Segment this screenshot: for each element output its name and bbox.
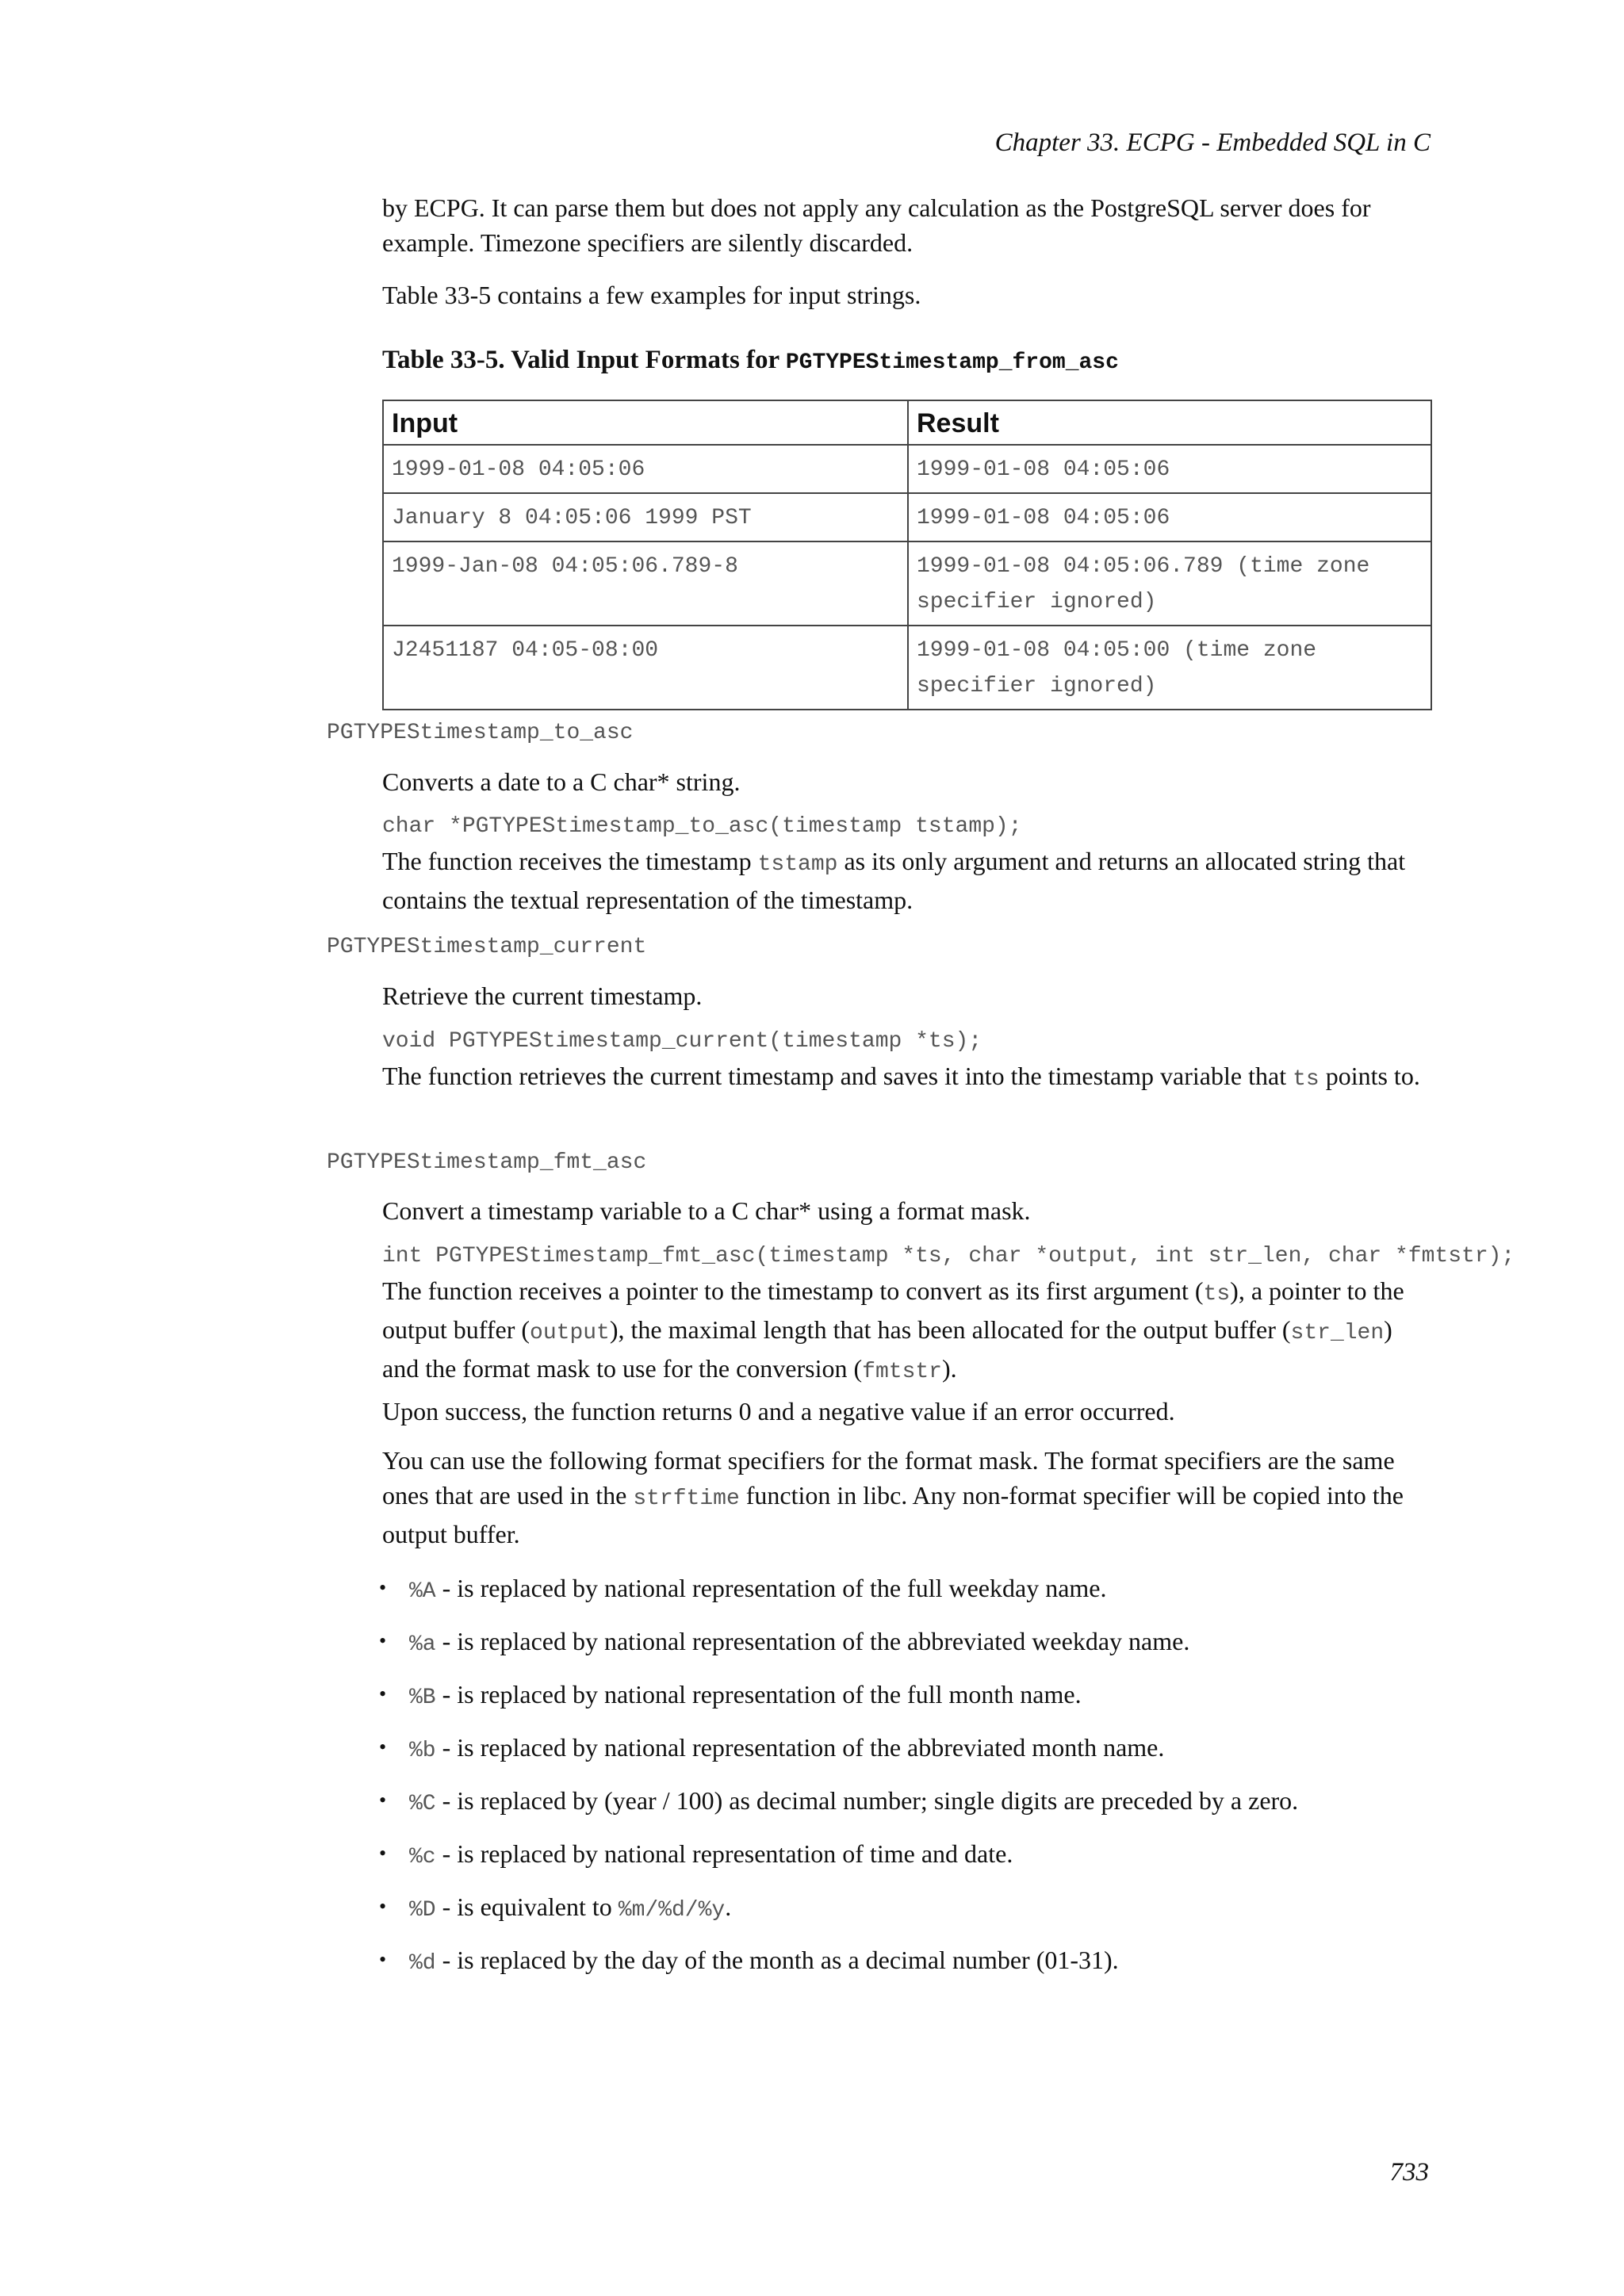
- specifier-equivalent-code: %m/%d/%y: [618, 1898, 726, 1923]
- running-header: Chapter 33. ECPG - Embedded SQL in C: [994, 128, 1431, 157]
- to-asc-description-code: tstamp: [757, 852, 838, 877]
- table-cell-input: 1999-Jan-08 04:05:06.789-8: [383, 541, 908, 626]
- specifier-code: %A: [409, 1579, 436, 1604]
- table-cell-result: 1999-01-08 04:05:06: [908, 493, 1431, 541]
- arg-fmtstr-code: fmtstr: [862, 1360, 942, 1384]
- specifier-description: - is replaced by (year / 100) as decimal number; single digits are preceded by a zero.: [435, 1786, 1299, 1815]
- to-asc-description: [382, 844, 1431, 917]
- list-item: [379, 1617, 1298, 1670]
- to-asc-summary: Converts a date to a C char* string.: [382, 767, 741, 796]
- format-specifiers-intro-text-b: function in libc. Any non-format specifier will be copied into the output buffer.: [382, 1481, 1404, 1548]
- bullet-icon: •: [379, 1895, 387, 1918]
- table-cell-input: January 8 04:05:06 1999 PST: [383, 493, 908, 541]
- list-item: [379, 1723, 1298, 1776]
- specifier-code: %a: [409, 1632, 436, 1657]
- table-cell-input: J2451187 04:05-08:00: [383, 626, 908, 710]
- fmt-asc-description: [382, 1273, 1431, 1390]
- bullet-icon: •: [379, 1576, 387, 1599]
- current-description-text-b: points to.: [1319, 1062, 1420, 1090]
- specifier-description-tail: .: [725, 1892, 732, 1921]
- table-cell-input: 1999-01-08 04:05:06: [383, 445, 908, 493]
- list-item: [379, 1882, 1298, 1935]
- column-header-input: Input: [383, 400, 908, 445]
- table-cell-result: 1999-01-08 04:05:00 (time zone specifier ignored): [908, 626, 1431, 710]
- table-reference-paragraph: Table 33-5 contains a few examples for input strings.: [382, 281, 921, 309]
- arg-output-code: output: [530, 1321, 610, 1345]
- bullet-icon: •: [379, 1682, 387, 1705]
- current-summary: Retrieve the current timestamp.: [382, 982, 703, 1010]
- specifier-code: %c: [409, 1845, 436, 1869]
- to-asc-description-text-a: The function receives the timestamp: [382, 847, 758, 875]
- bullet-icon: •: [379, 1842, 387, 1865]
- intro-paragraph: by ECPG. It can parse them but does not apply any calculation as the PostgreSQL server does for example. Timezone specifiers are silently discarded.: [382, 193, 1371, 257]
- column-header-result: Result: [908, 400, 1431, 445]
- current-description: [382, 1058, 1431, 1097]
- table-cell-result: 1999-01-08 04:05:06: [908, 445, 1431, 493]
- bullet-icon: •: [379, 1789, 387, 1812]
- fmt-asc-description-text: ), the maximal length that has been allocated for the output buffer (: [609, 1315, 1291, 1344]
- function-term-fmt-asc: PGTYPEStimestamp_fmt_asc: [327, 1150, 647, 1175]
- table-header-row: [383, 400, 1431, 445]
- current-description-text-a: The function retrieves the current timestamp and saves it into the timestamp variable that: [382, 1062, 1293, 1090]
- arg-str-len-code: str_len: [1290, 1321, 1385, 1345]
- table-row: [383, 541, 1431, 626]
- list-item: [379, 1935, 1298, 1988]
- specifier-description: - is replaced by national representation of time and date.: [435, 1839, 1013, 1868]
- table-row: [383, 445, 1431, 493]
- specifier-description: - is replaced by national representation of the full weekday name.: [435, 1574, 1107, 1602]
- input-formats-table: [382, 400, 1432, 710]
- table-row: [383, 493, 1431, 541]
- strftime-code: strftime: [633, 1487, 740, 1511]
- arg-ts-code: ts: [1203, 1282, 1231, 1307]
- page-number: 733: [1389, 2158, 1429, 2187]
- specifier-description: - is replaced by the day of the month as a decimal number (01-31).: [435, 1946, 1119, 1974]
- specifier-description: - is replaced by national representation of the abbreviated month name.: [435, 1733, 1165, 1762]
- fmt-asc-description-text: ) and the format mask to use for the conversion (: [382, 1315, 1392, 1383]
- format-specifier-list: [379, 1563, 1298, 1988]
- specifier-description: - is equivalent to: [435, 1892, 619, 1921]
- fmt-asc-prototype: int PGTYPEStimestamp_fmt_asc(timestamp *ts, char *output, int str_len, char *fmtstr);: [382, 1244, 1515, 1269]
- table-cell-result: 1999-01-08 04:05:06.789 (time zone specifier ignored): [908, 541, 1431, 626]
- current-description-code: ts: [1293, 1067, 1320, 1092]
- fmt-asc-description-text: The function receives a pointer to the timestamp to convert as its first argument (: [382, 1276, 1204, 1305]
- to-asc-description-text-b: as its only argument and returns an allocated string that contains the textual representation of the timestamp.: [382, 847, 1406, 914]
- specifier-code: %d: [409, 1951, 436, 1976]
- table-row: [383, 626, 1431, 710]
- current-prototype: void PGTYPEStimestamp_current(timestamp *ts);: [382, 1029, 982, 1054]
- list-item: [379, 1776, 1298, 1829]
- format-specifiers-intro-text-a: You can use the following format specifiers for the format mask. The format specifiers are the same ones that are used in the: [382, 1446, 1395, 1510]
- fmt-asc-description-text: ).: [941, 1354, 957, 1383]
- to-asc-prototype: char *PGTYPEStimestamp_to_asc(timestamp tstamp);: [382, 814, 1022, 839]
- table-caption: [382, 342, 1119, 381]
- function-term-to-asc: PGTYPEStimestamp_to_asc: [327, 721, 634, 745]
- fmt-asc-success-note: Upon success, the function returns 0 and a negative value if an error occurred.: [382, 1397, 1175, 1425]
- specifier-code: %B: [409, 1686, 436, 1710]
- format-specifiers-intro: [382, 1443, 1431, 1552]
- bullet-icon: •: [379, 1735, 387, 1758]
- table-caption-text: Table 33-5. Valid Input Formats for: [382, 346, 786, 374]
- table-caption-code: PGTYPEStimestamp_from_asc: [785, 350, 1119, 375]
- specifier-code: %C: [409, 1792, 436, 1816]
- bullet-icon: •: [379, 1629, 387, 1652]
- specifier-description: - is replaced by national representation of the abbreviated weekday name.: [435, 1627, 1190, 1655]
- specifier-description: - is replaced by national representation of the full month name.: [435, 1680, 1082, 1709]
- bullet-icon: •: [379, 1948, 387, 1971]
- function-term-current: PGTYPEStimestamp_current: [327, 935, 647, 959]
- list-item: [379, 1829, 1298, 1882]
- specifier-code: %b: [409, 1739, 436, 1763]
- list-item: [379, 1670, 1298, 1723]
- specifier-code: %D: [409, 1898, 436, 1923]
- list-item: [379, 1563, 1298, 1617]
- fmt-asc-description-text: ), a pointer to the output buffer (: [382, 1276, 1404, 1344]
- fmt-asc-summary: Convert a timestamp variable to a C char* using a format mask.: [382, 1196, 1031, 1225]
